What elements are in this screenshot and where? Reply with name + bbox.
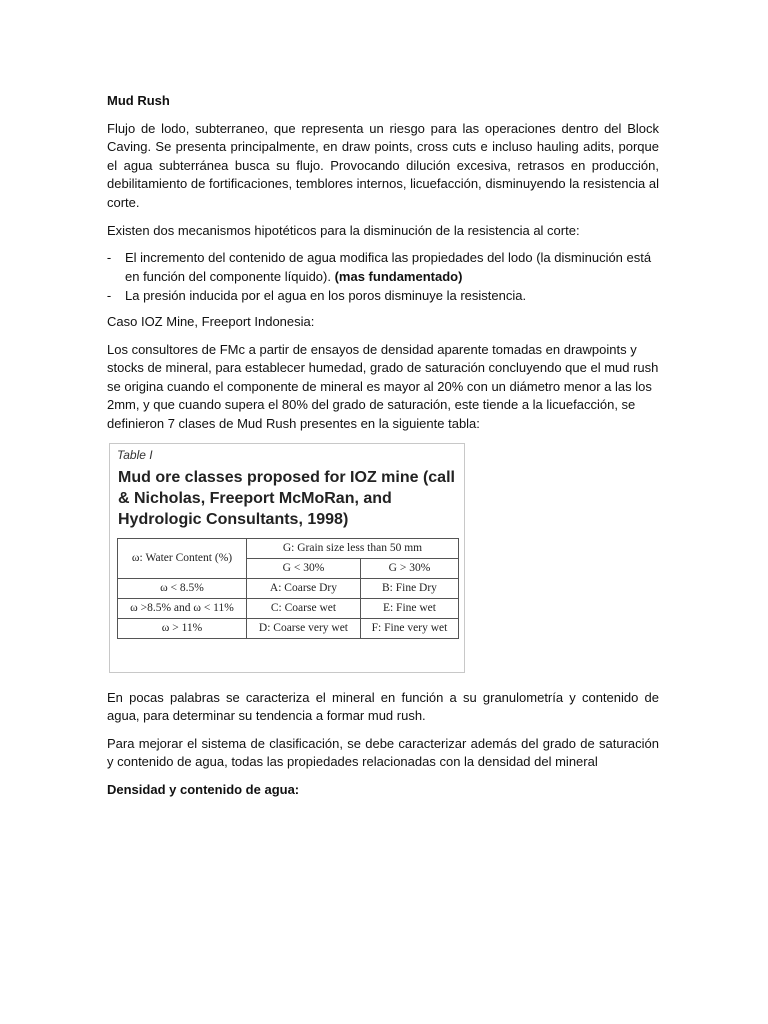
document-title: Mud Rush bbox=[107, 93, 170, 108]
list-item bbox=[107, 287, 659, 306]
intro-paragraph: Flujo de lodo, subterraneo, que representa un riesgo para las operaciones dentro del Block Caving. Se presenta principalmente, en draw points, cross cuts e incluso hauling adits, porque el agua subterránea busca su flujo. Provocando dilución excesiva, retrasos en producción, debilitamiento de fortificaciones, temblores internos, licuefacción, disminuyendo la resistencia al corte. bbox=[107, 120, 659, 210]
mud-classes-table bbox=[117, 538, 459, 639]
table-cell: B: Fine Dry bbox=[360, 578, 458, 598]
table-row bbox=[118, 578, 459, 598]
table-cell: E: Fine wet bbox=[360, 598, 458, 618]
mechanisms-list bbox=[107, 249, 659, 306]
density-heading: Densidad y contenido de agua: bbox=[107, 781, 300, 797]
document-page bbox=[107, 92, 659, 808]
table-cell: ω >8.5% and ω < 11% bbox=[118, 598, 247, 618]
mechanism-text: El incremento del contenido de agua modifica las propiedades del lodo (la disminución está en función del componente líquido). bbox=[125, 250, 652, 284]
water-content-header: ω: Water Content (%) bbox=[118, 538, 247, 578]
mechanism-text: La presión inducida por el agua en los poros disminuye la resistencia. bbox=[125, 288, 527, 304]
table-label: Table I bbox=[117, 447, 153, 462]
improve-paragraph: Para mejorar el sistema de clasificación, se debe caracterizar además del grado de saturación y contenido de agua, todas las propiedades relacionadas con la densidad del mineral bbox=[107, 735, 659, 770]
grain-size-header: G: Grain size less than 50 mm bbox=[247, 538, 459, 558]
dash-bullet: - bbox=[106, 288, 112, 304]
table-cell: D: Coarse very wet bbox=[247, 618, 361, 638]
table-cell: F: Fine very wet bbox=[360, 618, 458, 638]
table-row bbox=[118, 618, 459, 638]
dash-bullet: - bbox=[106, 250, 112, 266]
fine-column-header: G > 30% bbox=[360, 558, 458, 578]
summary-paragraph: En pocas palabras se caracteriza el mineral en función a su granulometría y contenido de agua, para determinar su tendencia a formar mud rush. bbox=[107, 689, 659, 724]
case-paragraph: Los consultores de FMc a partir de ensayos de densidad aparente tomadas en drawpoints y stocks de mineral, para establecer humedad, grado de saturación concluyendo que el mud rush se origina cuando el componente de mineral es mayor al 20% con un diámetro menor a las los 2mm, y que cuando supera el 80% del grado de saturación, este tiende a la licuefacción, se definieron 7 clases de Mud Rush presentes en la siguiente tabla: bbox=[107, 341, 659, 431]
table-title: Mud ore classes proposed for IOZ mine (call & Nicholas, Freeport McMoRan, and Hydrologic Consultants, 1998) bbox=[118, 468, 455, 528]
mechanism-note: (mas fundamentado) bbox=[334, 268, 463, 284]
table-cell: A: Coarse Dry bbox=[247, 578, 361, 598]
table-cell: C: Coarse wet bbox=[247, 598, 361, 618]
coarse-column-header: G < 30% bbox=[247, 558, 361, 578]
table-cell: ω < 8.5% bbox=[118, 578, 247, 598]
table-row bbox=[118, 598, 459, 618]
table-row bbox=[118, 538, 459, 558]
mud-classes-table-figure bbox=[109, 443, 465, 673]
table-cell: ω > 11% bbox=[118, 618, 247, 638]
list-item bbox=[107, 249, 659, 286]
mechanisms-intro: Existen dos mecanismos hipotéticos para la disminución de la resistencia al corte: bbox=[107, 222, 580, 238]
case-title: Caso IOZ Mine, Freeport Indonesia: bbox=[107, 313, 315, 329]
